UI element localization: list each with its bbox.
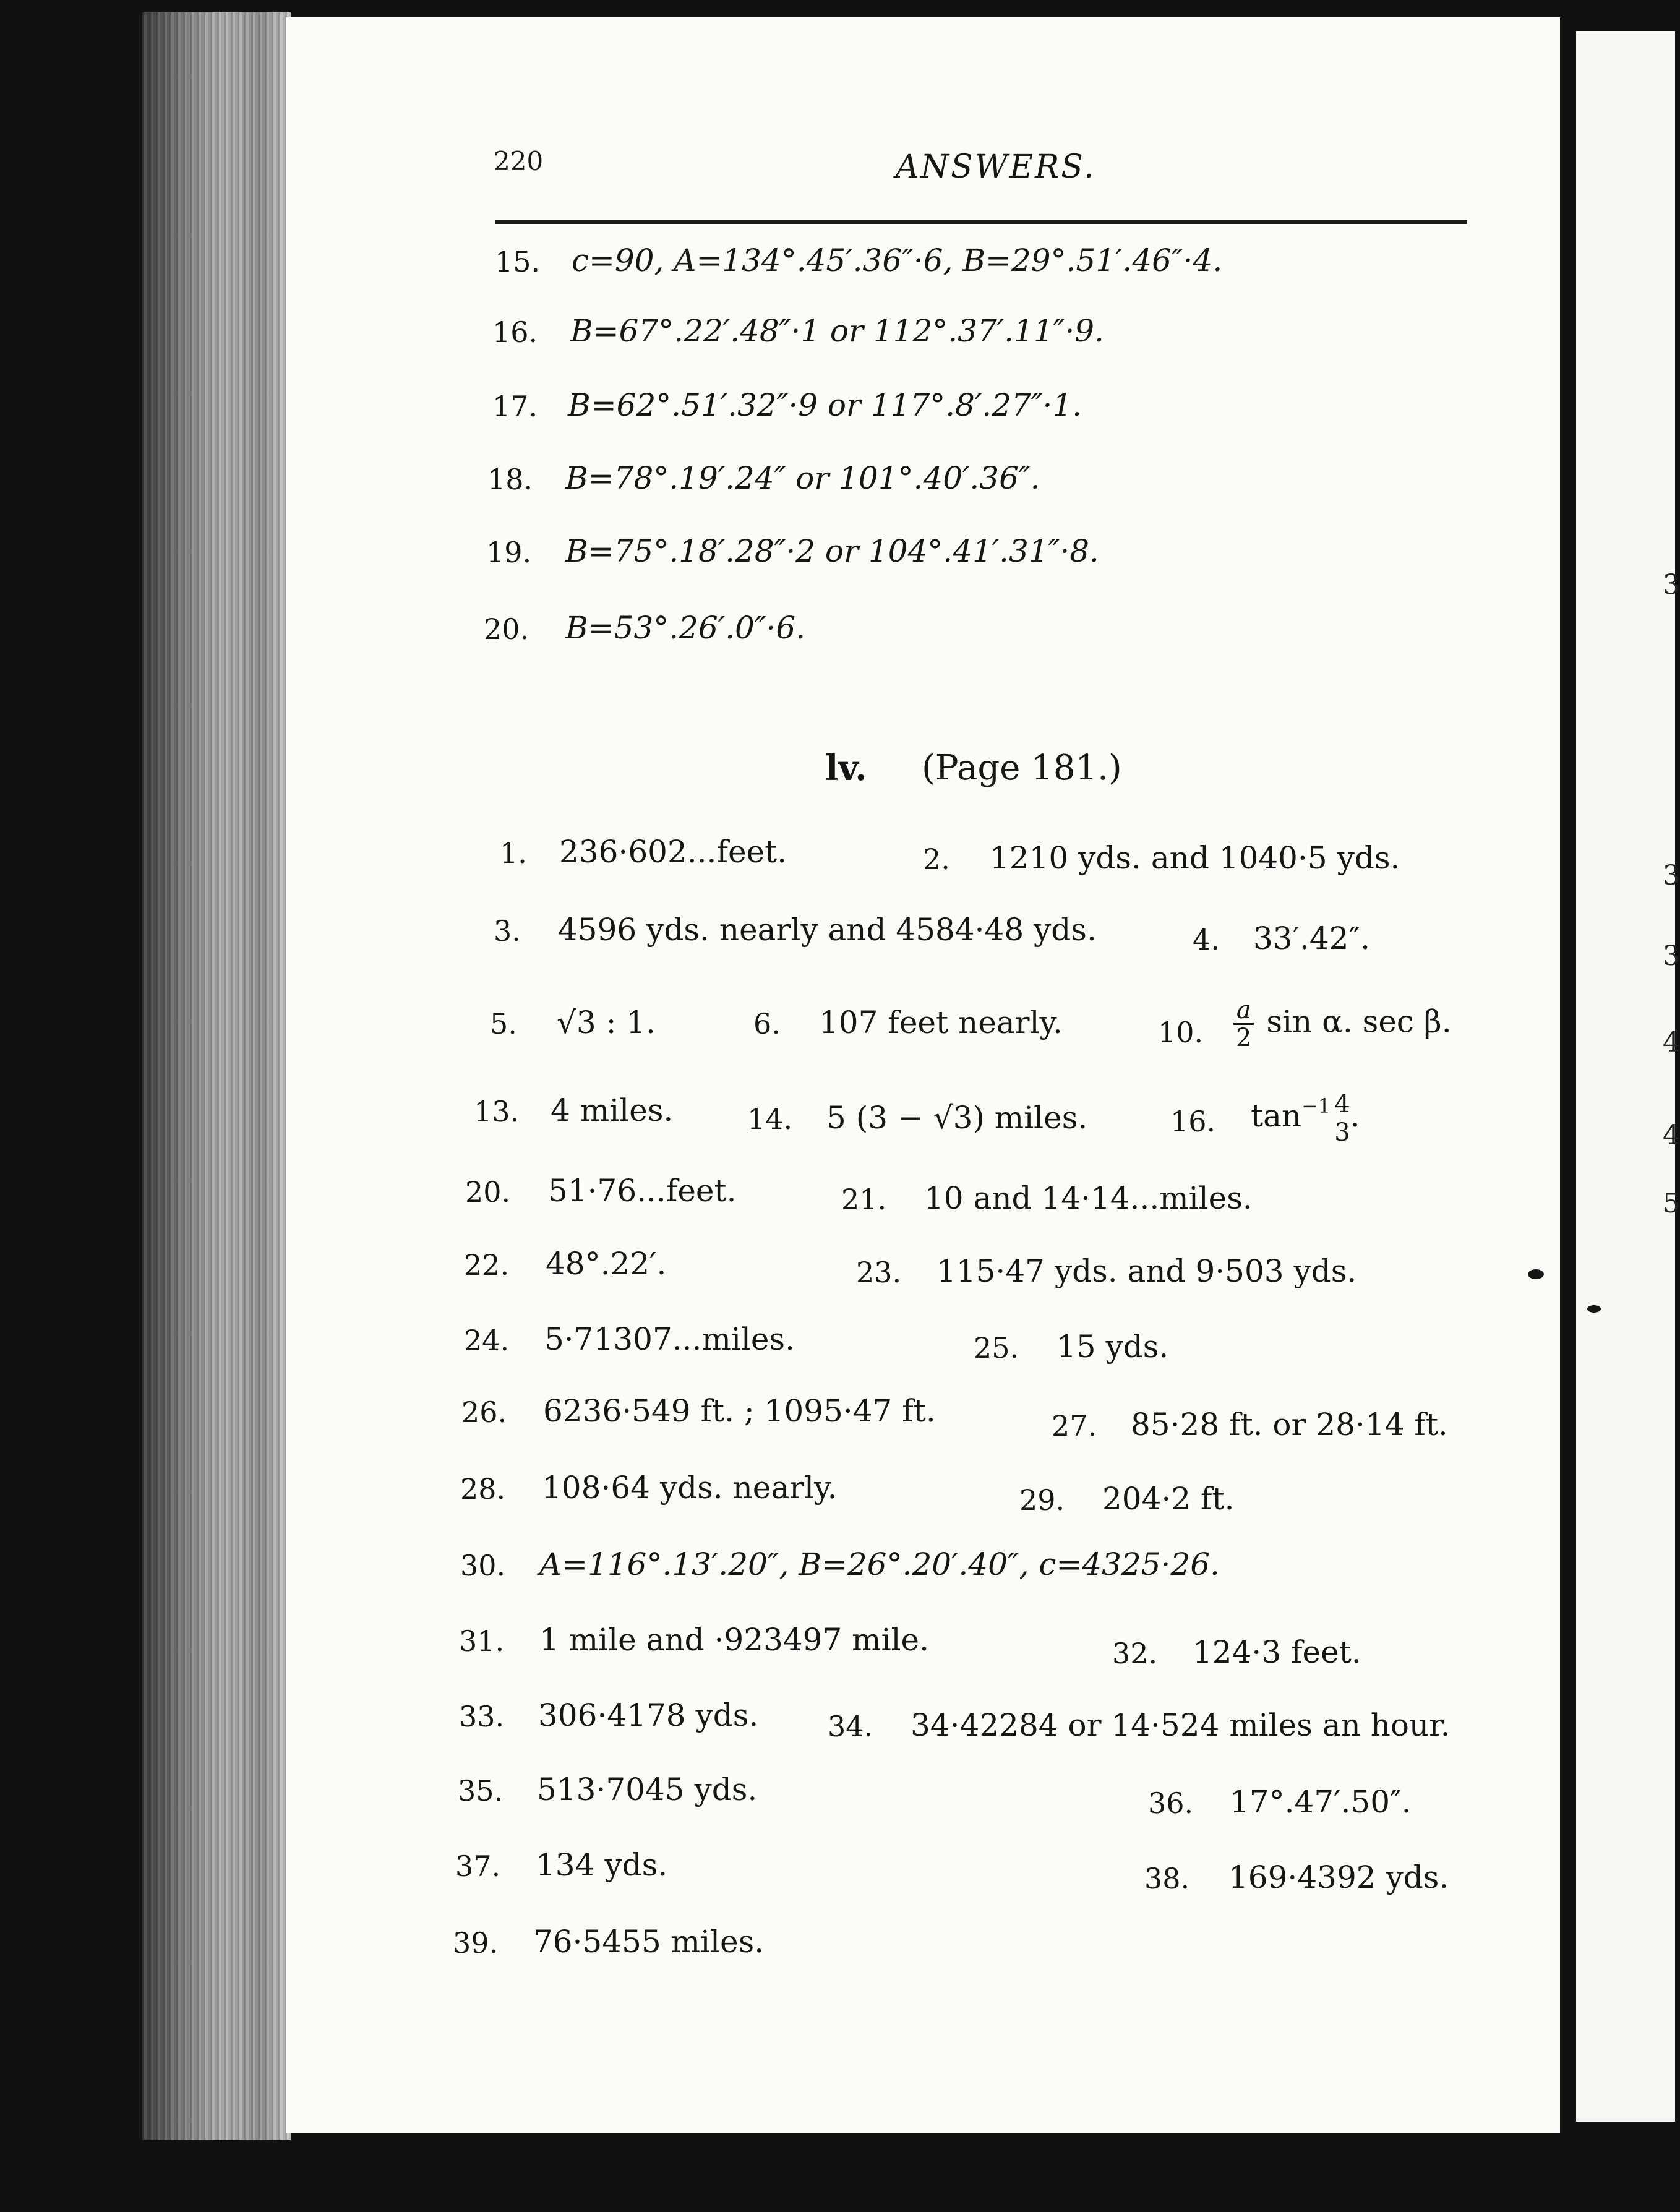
answer-number: 35.: [458, 1774, 504, 1807]
answer-number: 22.: [464, 1248, 510, 1282]
answer-text: 108·64 yds. nearly.: [542, 1470, 838, 1506]
answer-number: 29.: [1019, 1483, 1065, 1517]
book-spine: [142, 12, 291, 2140]
header-rule: [495, 220, 1467, 224]
answer-number: 26.: [461, 1395, 507, 1429]
answer-text: 4596 yds. nearly and 4584·48 yds.: [558, 912, 1097, 948]
answer-text: B=78°.19′.24″ or 101°.40′.36″.: [565, 460, 1040, 496]
formula-post: .: [1350, 1098, 1360, 1134]
formula-rest: sin α. sec β.: [1266, 1003, 1452, 1040]
answer-text: 169·4392 yds.: [1228, 1859, 1449, 1895]
answer-text: √3 : 1.: [557, 1005, 656, 1040]
answer-number: 34.: [828, 1710, 873, 1743]
section-number: lv.: [825, 748, 867, 789]
formula-superscript: −1: [1301, 1094, 1331, 1118]
answer-text: 306·4178 yds.: [538, 1697, 759, 1733]
answer-number: 31.: [459, 1624, 505, 1658]
fraction-denominator: 3: [1334, 1118, 1350, 1147]
answer-number: 2.: [923, 842, 950, 876]
page-number: 220: [494, 146, 544, 176]
answer-number: 39.: [453, 1926, 499, 1960]
answer-text: 10 and 14·14...miles.: [924, 1180, 1253, 1216]
answer-text: 107 feet nearly.: [819, 1005, 1063, 1040]
answer-number: 20.: [465, 1175, 511, 1209]
answer-number: 21.: [841, 1183, 887, 1216]
answer-text: 5 (3 − √3) miles.: [826, 1100, 1088, 1136]
answer-number: 16.: [1170, 1105, 1216, 1138]
answer-text: 76·5455 miles.: [533, 1924, 765, 1960]
answer-text: 124·3 feet.: [1193, 1634, 1361, 1670]
answer-number: 1.: [500, 836, 527, 870]
answer-text: 513·7045 yds.: [537, 1772, 758, 1807]
answer-number: 13.: [474, 1095, 520, 1128]
answer-number: 5.: [490, 1007, 517, 1040]
answer-text: c=90, A=134°.45′.36″·6, B=29°.51′.46″·4.: [572, 242, 1223, 278]
answer-number: 28.: [460, 1472, 506, 1506]
answer-number: 6.: [753, 1007, 781, 1040]
answer-number: 14.: [747, 1102, 793, 1136]
answer-text: 17°.47′.50″.: [1230, 1784, 1412, 1820]
fraction: [1233, 997, 1254, 1051]
answer-text: 4 miles.: [551, 1092, 674, 1128]
answer-number: 37.: [455, 1850, 501, 1883]
running-title: ANSWERS.: [896, 148, 1096, 186]
answer-text-formula: [1231, 997, 1452, 1051]
answer-text: 1 mile and ·923497 mile.: [539, 1622, 930, 1658]
formula-pre: tan: [1251, 1098, 1302, 1134]
edge-digit: 3: [1663, 940, 1680, 972]
answer-text: 115·47 yds. and 9·503 yds.: [936, 1253, 1357, 1289]
facing-page-edge: [1576, 31, 1680, 2122]
answer-text-formula: [1251, 1090, 1360, 1147]
answer-number: 30.: [460, 1549, 506, 1582]
fraction-numerator: a: [1233, 997, 1254, 1025]
answer-number: 20.: [484, 612, 529, 646]
answer-number: 19.: [486, 536, 532, 569]
answer-text: 1210 yds. and 1040·5 yds.: [990, 840, 1400, 876]
fraction-denominator: 2: [1236, 1024, 1252, 1052]
answer-text: 6236·549 ft. ; 1095·47 ft.: [543, 1393, 936, 1429]
answer-text: 134 yds.: [536, 1847, 668, 1883]
answer-number: 23.: [856, 1256, 902, 1289]
answer-text: A=116°.13′.20″, B=26°.20′.40″, c=4325·26.: [539, 1546, 1220, 1582]
ink-mark: [1587, 1305, 1601, 1313]
answer-number: 3.: [494, 914, 521, 948]
answer-text: B=67°.22′.48″·1 or 112°.37′.11″·9.: [570, 313, 1104, 349]
answer-number: 16.: [492, 315, 538, 349]
answer-number: 38.: [1144, 1862, 1190, 1895]
edge-digit: 3: [1663, 860, 1680, 891]
edge-digit: 4: [1663, 1120, 1680, 1151]
answer-number: 4.: [1193, 923, 1220, 956]
section-page-ref: (Page 181.): [922, 748, 1122, 788]
answer-number: 33.: [459, 1700, 505, 1733]
answer-number: 36.: [1148, 1786, 1194, 1820]
answer-text: 15 yds.: [1056, 1329, 1169, 1365]
answer-number: 18.: [487, 463, 533, 496]
answer-text: 51·76...feet.: [548, 1173, 737, 1209]
answer-text: B=62°.51′.32″·9 or 117°.8′.27″·1.: [568, 387, 1082, 423]
edge-digit: 4: [1663, 1027, 1680, 1058]
answer-number: 32.: [1112, 1637, 1158, 1670]
answer-text: 204·2 ft.: [1102, 1481, 1235, 1517]
answer-number: 25.: [974, 1331, 1019, 1365]
answer-text: B=53°.26′.0″·6.: [565, 610, 806, 646]
answer-number: 17.: [492, 390, 538, 423]
answer-number: 27.: [1052, 1409, 1097, 1443]
answer-text: 5·71307...miles.: [544, 1321, 795, 1357]
answer-number: 24.: [464, 1324, 510, 1357]
answer-text: B=75°.18′.28″·2 or 104°.41′.31″·8.: [565, 533, 1099, 569]
fraction: [1334, 1090, 1350, 1147]
answer-text: 85·28 ft. or 28·14 ft.: [1131, 1407, 1448, 1443]
answer-number: 10.: [1158, 1016, 1204, 1049]
answer-text: 236·602...feet.: [559, 834, 787, 870]
answer-text: 34·42284 or 14·524 miles an hour.: [911, 1707, 1451, 1743]
answer-text: 33′.42″.: [1253, 920, 1371, 956]
edge-digit: 3: [1663, 569, 1680, 601]
ink-mark: [1528, 1269, 1544, 1279]
answer-number: 15.: [495, 245, 541, 278]
edge-digit: 5: [1663, 1188, 1680, 1219]
answer-text: 48°.22′.: [546, 1246, 667, 1282]
fraction-numerator: 4: [1334, 1090, 1350, 1118]
